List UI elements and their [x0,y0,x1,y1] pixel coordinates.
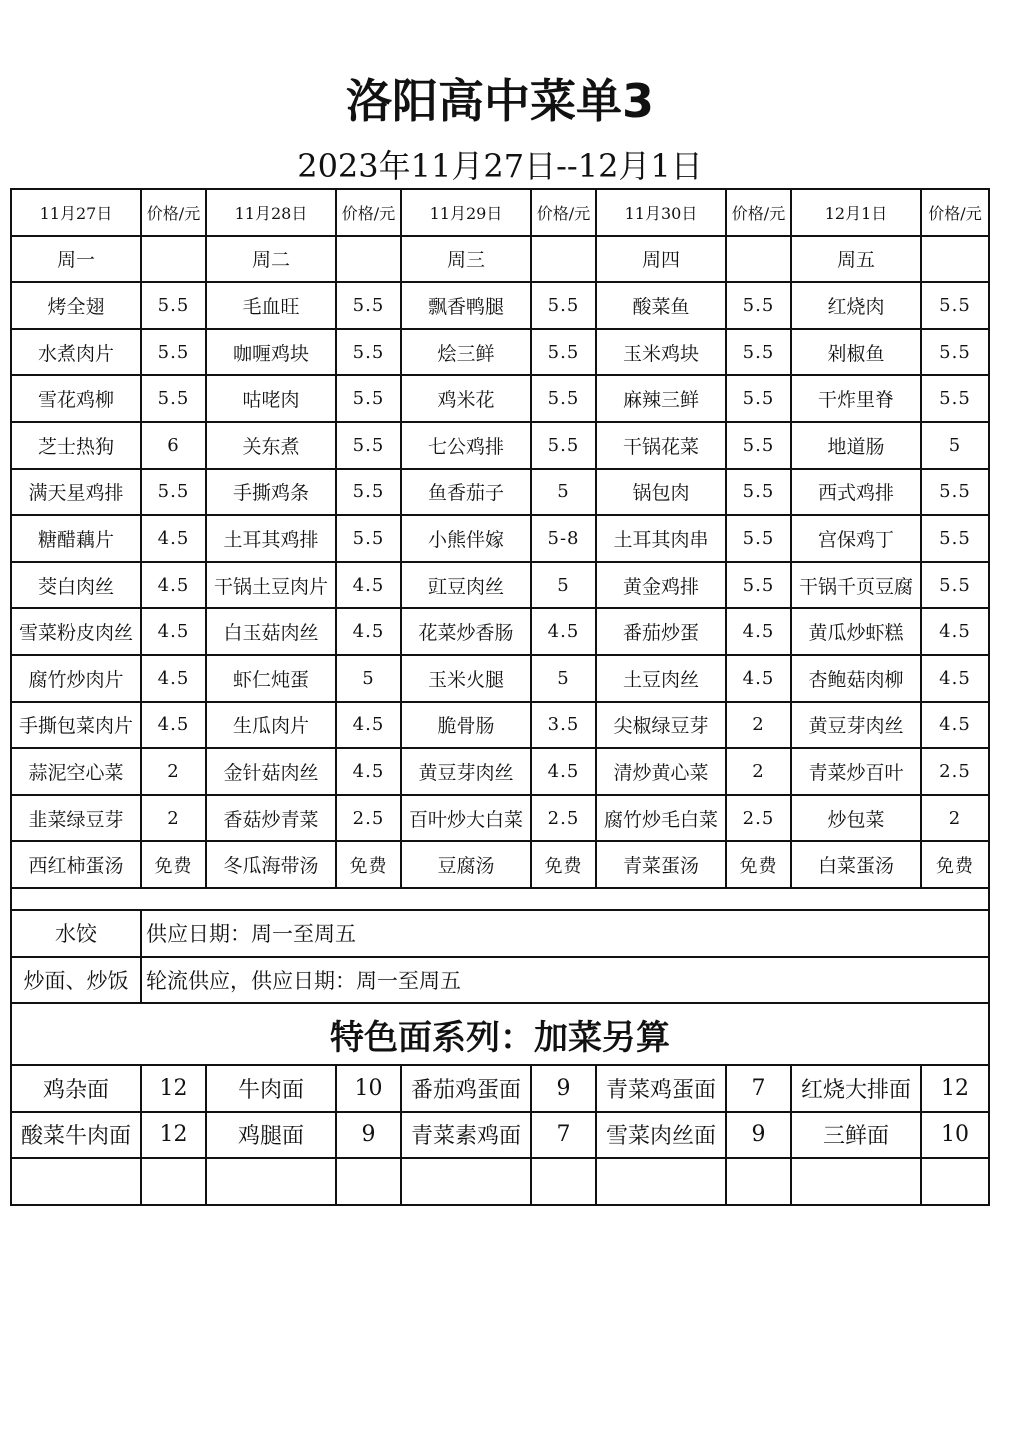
dish-price: 2 [141,748,206,795]
noodle-price: 12 [141,1112,206,1159]
dish-name: 小熊伴嫁 [401,515,531,562]
dish-price: 4.5 [336,562,401,609]
fried-row [11,957,989,1004]
dish-price: 5.5 [921,469,989,516]
dish-price: 5.5 [336,515,401,562]
day-date: 11月27日 [11,189,141,236]
price-header: 价格/元 [531,189,596,236]
dish-price: 5.5 [921,515,989,562]
noodle-name: 鸡腿面 [206,1112,336,1159]
dish-price: 5.5 [726,562,791,609]
dumplings-label: 水饺 [11,910,141,957]
dish-name: 毛血旺 [206,282,336,329]
dish-name: 金针菇肉丝 [206,748,336,795]
special-banner: 特色面系列：加菜另算 [11,1003,989,1065]
dish-price: 5.5 [921,562,989,609]
noodle-price: 9 [531,1065,596,1112]
dish-name: 烤全翅 [11,282,141,329]
dish-name: 烩三鲜 [401,329,531,376]
dish-name: 番茄炒蛋 [596,608,726,655]
dish-price: 4.5 [141,702,206,749]
dish-name: 满天星鸡排 [11,469,141,516]
dish-price: 4.5 [726,608,791,655]
dish-name: 糖醋藕片 [11,515,141,562]
dish-name: 手撕鸡条 [206,469,336,516]
dish-price: 4.5 [531,608,596,655]
price-header: 价格/元 [726,189,791,236]
dish-price: 4.5 [336,608,401,655]
empty-cell [141,1158,206,1205]
empty-cell [11,888,989,910]
dish-row [11,515,989,562]
dish-name: 七公鸡排 [401,422,531,469]
empty-cell [726,236,791,283]
dish-row [11,469,989,516]
dish-price: 5 [921,422,989,469]
dish-name: 芝士热狗 [11,422,141,469]
dish-price: 4.5 [141,655,206,702]
weekday: 周五 [791,236,921,283]
dish-row [11,702,989,749]
dish-name: 地道肠 [791,422,921,469]
dish-row [11,422,989,469]
dish-price: 5.5 [336,422,401,469]
dish-price: 5.5 [921,375,989,422]
dish-name: 雪菜粉皮肉丝 [11,608,141,655]
dish-price: 5.5 [141,282,206,329]
empty-cell [921,236,989,283]
noodle-name: 番茄鸡蛋面 [401,1065,531,1112]
blank-row [11,888,989,910]
day-date: 12月1日 [791,189,921,236]
empty-cell [401,1158,531,1205]
fried-label: 炒面、炒饭 [11,957,141,1004]
dish-price: 4.5 [336,702,401,749]
dish-name: 咕咾肉 [206,375,336,422]
dish-row [11,748,989,795]
dish-name: 韭菜绿豆芽 [11,795,141,842]
dish-price: 4.5 [336,748,401,795]
dish-price: 5 [336,655,401,702]
page-title: 洛阳高中菜单3 [345,74,654,128]
noodle-price: 10 [921,1112,989,1159]
dish-name: 尖椒绿豆芽 [596,702,726,749]
dish-name: 豆腐汤 [401,841,531,888]
dish-name: 飘香鸭腿 [401,282,531,329]
empty-cell [726,1158,791,1205]
dish-price: 2.5 [531,795,596,842]
dumplings-info: 供应日期：周一至周五 [141,910,989,957]
dish-price: 免费 [336,841,401,888]
dish-price: 2.5 [726,795,791,842]
dish-name: 腐竹炒毛白菜 [596,795,726,842]
noodle-name: 红烧大排面 [791,1065,921,1112]
dish-price: 4.5 [921,655,989,702]
dish-row [11,375,989,422]
day-date: 11月29日 [401,189,531,236]
date-header-row [11,189,989,236]
date-range: 2023年11月27日--12月1日 [297,147,703,185]
dish-name: 干锅土豆肉片 [206,562,336,609]
dish-name: 鸡米花 [401,375,531,422]
empty-cell [336,1158,401,1205]
dish-name: 青菜炒百叶 [791,748,921,795]
price-header: 价格/元 [921,189,989,236]
dish-name: 麻辣三鲜 [596,375,726,422]
dish-price: 5.5 [726,515,791,562]
dish-name: 腐竹炒肉片 [11,655,141,702]
noodle-price: 7 [726,1065,791,1112]
dish-name: 脆骨肠 [401,702,531,749]
dish-name: 玉米鸡块 [596,329,726,376]
price-header: 价格/元 [141,189,206,236]
dish-price: 5.5 [531,422,596,469]
weekday: 周二 [206,236,336,283]
dish-price: 5.5 [336,375,401,422]
empty-cell [206,1158,336,1205]
noodle-name: 鸡杂面 [11,1065,141,1112]
dish-price: 5.5 [531,329,596,376]
noodle-price: 9 [726,1112,791,1159]
dish-name: 香菇炒青菜 [206,795,336,842]
dish-name: 干炸里脊 [791,375,921,422]
price-header: 价格/元 [336,189,401,236]
dish-name: 青菜蛋汤 [596,841,726,888]
dish-price: 5.5 [726,375,791,422]
dish-price: 5 [531,562,596,609]
dish-name: 土耳其肉串 [596,515,726,562]
dish-row [11,329,989,376]
noodle-price: 12 [141,1065,206,1112]
dish-name: 黄豆芽肉丝 [401,748,531,795]
dish-name: 豇豆肉丝 [401,562,531,609]
empty-cell [11,1158,141,1205]
dish-name: 冬瓜海带汤 [206,841,336,888]
noodle-row [11,1065,989,1112]
dish-name: 黄瓜炒虾糕 [791,608,921,655]
dish-name: 虾仁炖蛋 [206,655,336,702]
dish-name: 雪花鸡柳 [11,375,141,422]
dish-name: 干锅千页豆腐 [791,562,921,609]
day-date: 11月28日 [206,189,336,236]
dish-price: 5.5 [921,329,989,376]
dish-row [11,795,989,842]
noodle-price: 7 [531,1112,596,1159]
dish-name: 关东煮 [206,422,336,469]
noodle-price: 9 [336,1112,401,1159]
dish-name: 花菜炒香肠 [401,608,531,655]
dish-row [11,841,989,888]
noodle-name: 青菜素鸡面 [401,1112,531,1159]
dish-price: 4.5 [141,562,206,609]
dish-price: 5.5 [726,329,791,376]
dish-price: 5.5 [336,329,401,376]
dish-row [11,282,989,329]
special-banner-row [11,1003,989,1065]
dumplings-row [11,910,989,957]
weekday: 周一 [11,236,141,283]
dish-price: 2.5 [921,748,989,795]
dish-price: 2 [921,795,989,842]
noodle-name: 酸菜牛肉面 [11,1112,141,1159]
noodle-name: 三鲜面 [791,1112,921,1159]
dish-name: 鱼香茄子 [401,469,531,516]
dish-price: 5.5 [336,282,401,329]
dish-row [11,562,989,609]
dish-name: 咖喱鸡块 [206,329,336,376]
dish-price: 5.5 [141,329,206,376]
dish-price: 2 [141,795,206,842]
dish-price: 5.5 [336,469,401,516]
dish-name: 黄豆芽肉丝 [791,702,921,749]
noodle-name: 青菜鸡蛋面 [596,1065,726,1112]
dish-name: 玉米火腿 [401,655,531,702]
dish-name: 水煮肉片 [11,329,141,376]
dish-name: 土豆肉丝 [596,655,726,702]
dish-name: 土耳其鸡排 [206,515,336,562]
noodle-price: 12 [921,1065,989,1112]
day-date: 11月30日 [596,189,726,236]
weekday: 周三 [401,236,531,283]
dish-price: 4.5 [141,515,206,562]
empty-cell [596,1158,726,1205]
empty-cell [336,236,401,283]
noodle-name: 牛肉面 [206,1065,336,1112]
menu-table [10,188,990,1206]
dish-price: 免费 [141,841,206,888]
dish-name: 剁椒鱼 [791,329,921,376]
noodle-row [11,1112,989,1159]
empty-cell [531,1158,596,1205]
dish-name: 宫保鸡丁 [791,515,921,562]
dish-name: 百叶炒大白菜 [401,795,531,842]
dish-price: 4.5 [141,608,206,655]
dish-price: 4.5 [531,748,596,795]
fried-info: 轮流供应，供应日期：周一至周五 [141,957,989,1004]
dish-price: 5 [531,469,596,516]
dish-row [11,608,989,655]
weekday: 周四 [596,236,726,283]
dish-name: 手撕包菜肉片 [11,702,141,749]
empty-cell [531,236,596,283]
noodle-price: 10 [336,1065,401,1112]
dish-name: 炒包菜 [791,795,921,842]
empty-cell [141,236,206,283]
dish-price: 2 [726,748,791,795]
dish-name: 茭白肉丝 [11,562,141,609]
dish-price: 2.5 [336,795,401,842]
dish-price: 4.5 [726,655,791,702]
dish-price: 免费 [726,841,791,888]
dish-price: 5.5 [726,282,791,329]
noodle-name: 雪菜肉丝面 [596,1112,726,1159]
dish-name: 黄金鸡排 [596,562,726,609]
dish-price: 免费 [921,841,989,888]
dish-price: 3.5 [531,702,596,749]
weekday-row [11,236,989,283]
dish-price: 2 [726,702,791,749]
dish-price: 5.5 [921,282,989,329]
dish-price: 5.5 [141,375,206,422]
dish-name: 白玉菇肉丝 [206,608,336,655]
dish-price: 免费 [531,841,596,888]
dish-name: 酸菜鱼 [596,282,726,329]
empty-cell [791,1158,921,1205]
dish-price: 5.5 [531,375,596,422]
dish-price: 5.5 [726,469,791,516]
dish-name: 清炒黄心菜 [596,748,726,795]
dish-name: 干锅花菜 [596,422,726,469]
dish-price: 5 [531,655,596,702]
dish-name: 生瓜肉片 [206,702,336,749]
dish-name: 白菜蛋汤 [791,841,921,888]
dish-name: 杏鲍菇肉柳 [791,655,921,702]
dish-price: 5.5 [531,282,596,329]
dish-name: 西红柿蛋汤 [11,841,141,888]
empty-row [11,1158,989,1205]
dish-price: 4.5 [921,702,989,749]
dish-price: 4.5 [921,608,989,655]
empty-cell [921,1158,989,1205]
dish-price: 6 [141,422,206,469]
dish-row [11,655,989,702]
dish-price: 5-8 [531,515,596,562]
dish-name: 锅包肉 [596,469,726,516]
dish-name: 西式鸡排 [791,469,921,516]
dish-name: 红烧肉 [791,282,921,329]
dish-name: 蒜泥空心菜 [11,748,141,795]
dish-price: 5.5 [141,469,206,516]
dish-price: 5.5 [726,422,791,469]
